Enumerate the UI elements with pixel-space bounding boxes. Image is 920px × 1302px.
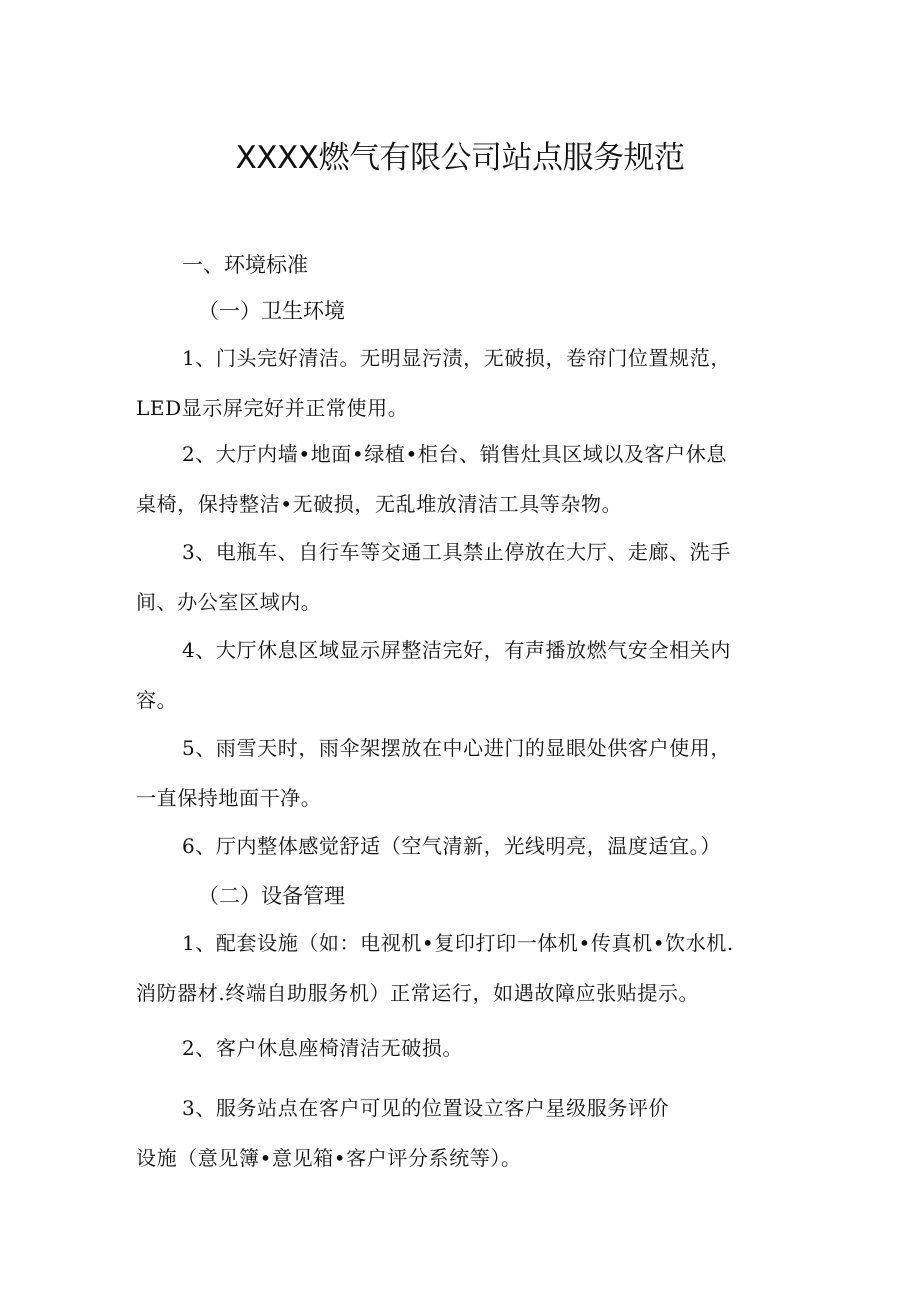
paragraph-line: 5、雨雪天时，雨伞架摆放在中心进门的显眼处供客户使用， [182, 736, 731, 760]
paragraph-line: 3、电瓶车、自行车等交通工具禁止停放在大厅、走廊、洗手 [182, 540, 731, 564]
paragraph-line: 消防器材.终端自助服务机）正常运行，如遇故障应张贴提示。 [136, 981, 700, 1005]
section-heading-environment-standards: 一、环境标准 [182, 253, 308, 277]
paragraph-line: 桌椅，保持整洁•无破损，无乱堆放清洁工具等杂物。 [136, 492, 623, 516]
subsection-heading-equipment: （二）设备管理 [198, 884, 345, 908]
subsection-heading-hygiene: （一）卫生环境 [198, 299, 345, 323]
paragraph-line: 2、大厅内墙•地面•绿植•柜台、销售灶具区域以及客户休息 [182, 442, 727, 466]
paragraph-item-2 [136, 429, 808, 529]
paragraph-line: 设施（意见簿•意见箱•客户评分系统等）。 [136, 1146, 522, 1170]
paragraph-item-3 [136, 527, 808, 627]
paragraph-line: 3、服务站点在客户可见的位置设立客户星级服务评价 [182, 1096, 670, 1120]
paragraph-item-5 [136, 723, 808, 823]
paragraph-line: 6、厅内整体感觉舒适（空气清新，光线明亮，温度适宜。） [182, 834, 721, 858]
paragraph-equipment-item-1 [136, 918, 808, 1018]
document-title: XXXX燃气有限公司站点服务规范 [235, 140, 685, 176]
paragraph-equipment-item-3 [136, 1083, 808, 1183]
paragraph-line: LED显示屏完好并正常使用。 [136, 396, 409, 420]
paragraph-line: 一直保持地面干净。 [136, 786, 322, 810]
paragraph-line: 1、门头完好清洁。无明显污渍，无破损，卷帘门位置规范， [182, 346, 731, 370]
paragraph-item-6 [136, 821, 808, 871]
paragraph-line: 间、办公室区域内。 [136, 590, 322, 614]
paragraph-line: 1、配套设施（如：电视机•复印打印一体机•传真机•饮水机. [182, 931, 734, 955]
paragraph-equipment-item-2 [136, 1023, 808, 1073]
paragraph-item-4 [136, 625, 808, 725]
paragraph-line: 2、客户休息座椅清洁无破损。 [182, 1036, 464, 1060]
paragraph-item-1 [136, 333, 808, 433]
paragraph-line: 4、大厅休息区域显示屏整洁完好，有声播放燃气安全相关内 [182, 638, 731, 662]
paragraph-line: 容。 [136, 688, 178, 712]
